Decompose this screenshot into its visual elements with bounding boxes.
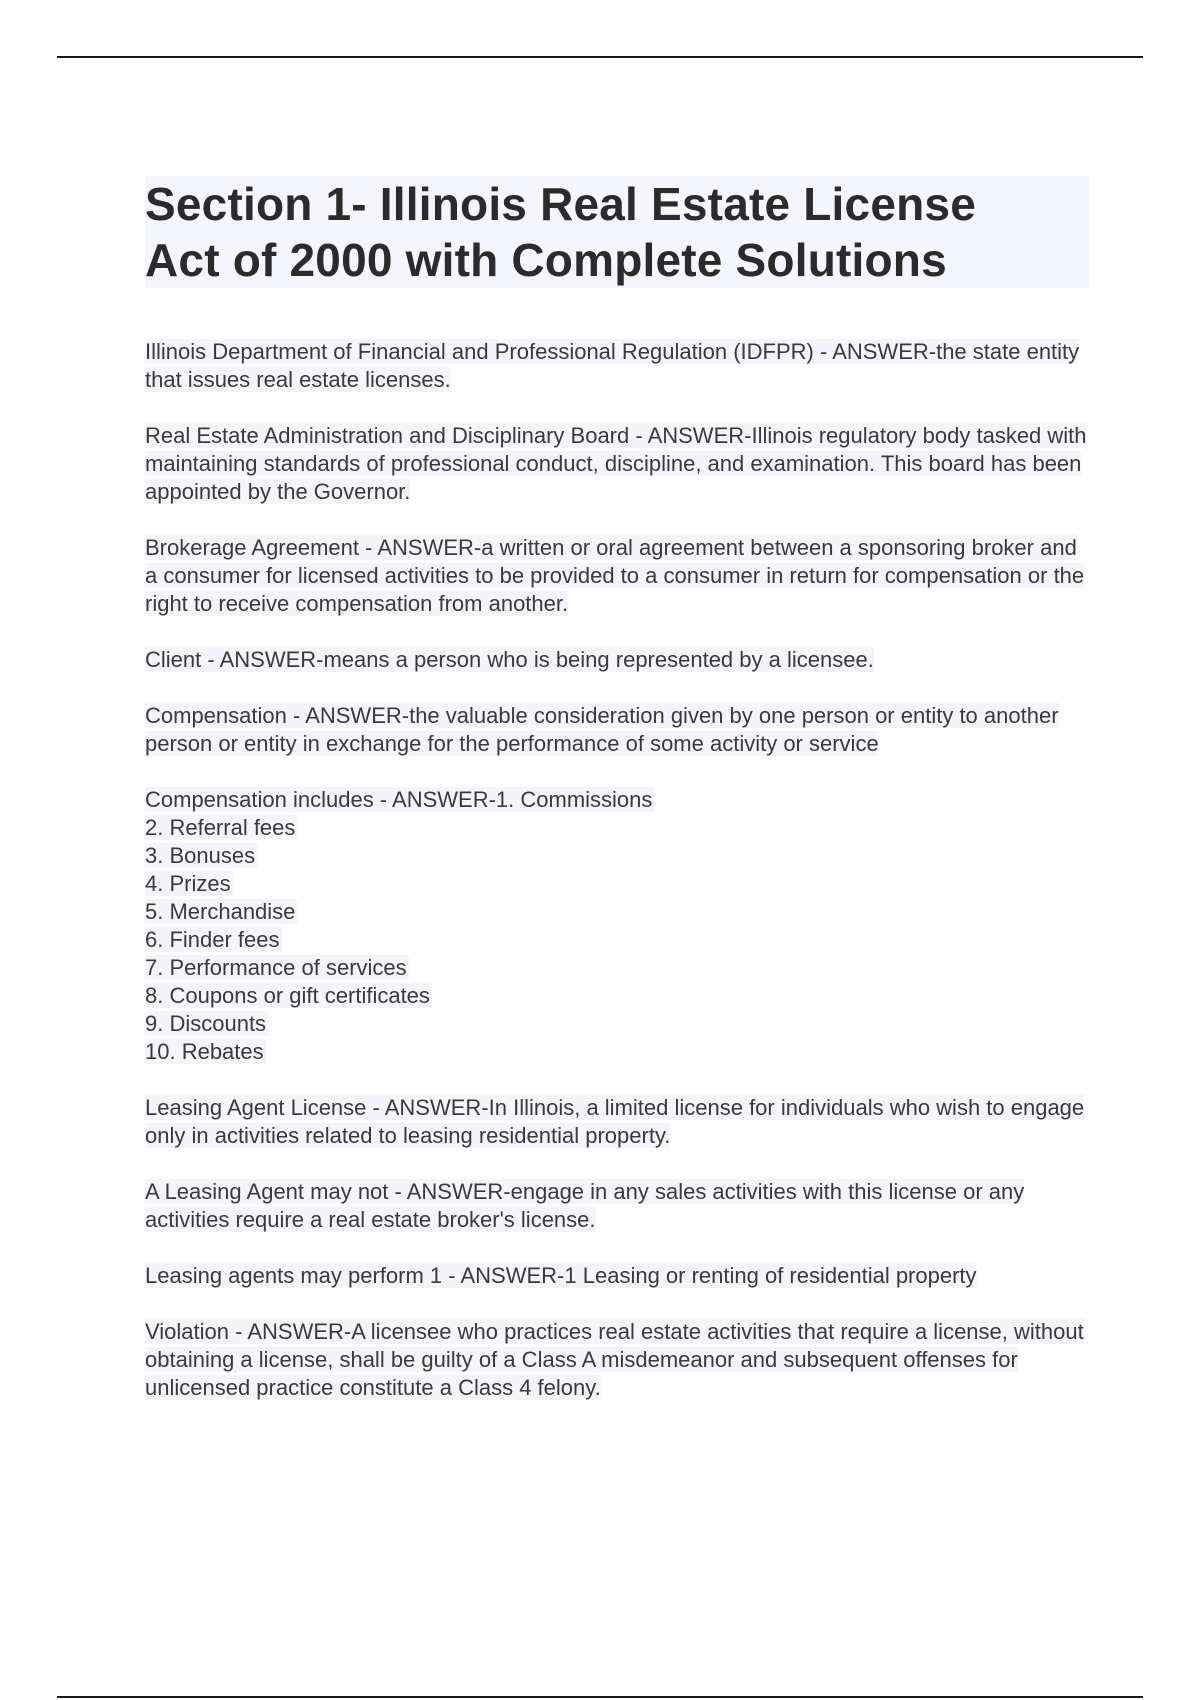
qa-entry	[145, 1262, 1090, 1290]
qa-text: Illinois Department of Financial and Professional Regulation (IDFPR) - ANSWER-the state entity that issues real estate licenses.	[145, 339, 1080, 392]
list-item: 2. Referral fees	[145, 815, 296, 840]
top-divider	[57, 56, 1143, 58]
qa-text: Leasing Agent License - ANSWER-In Illinois, a limited license for individuals who wish to engage only in activities related to leasing residential property.	[145, 1095, 1085, 1148]
list-item: 9. Discounts	[145, 1011, 267, 1036]
list-item: 7. Performance of services	[145, 955, 407, 980]
qa-text: Real Estate Administration and Disciplinary Board - ANSWER-Illinois regulatory body tasked with maintaining standards of professional conduct, discipline, and examination. This board has been appointed by the Governor.	[145, 423, 1087, 504]
list-item: 5. Merchandise	[145, 899, 296, 924]
list-item: 10. Rebates	[145, 1039, 264, 1064]
qa-entry	[145, 422, 1090, 506]
qa-entry	[145, 338, 1090, 394]
list-item: 8. Coupons or gift certificates	[145, 983, 430, 1008]
title-line-2: Act of 2000 with Complete Solutions	[145, 233, 947, 286]
list-item: 6. Finder fees	[145, 927, 280, 952]
qa-entry	[145, 534, 1090, 618]
qa-text: Leasing agents may perform 1 - ANSWER-1 Leasing or renting of residential property	[145, 1263, 977, 1288]
document-title	[145, 176, 1090, 288]
qa-text: A Leasing Agent may not - ANSWER-engage in any sales activities with this license or any activities require a real estate broker's license.	[145, 1179, 1025, 1232]
list-item: 4. Prizes	[145, 871, 231, 896]
list-item: 3. Bonuses	[145, 843, 256, 868]
qa-entry	[145, 1318, 1090, 1402]
compensation-list	[145, 786, 1090, 1066]
document-body	[145, 338, 1090, 1430]
bottom-divider	[57, 1696, 1143, 1698]
qa-text: Violation - ANSWER-A licensee who practices real estate activities that require a license, without obtaining a license, shall be guilty of a Class A misdemeanor and subsequent offenses for unlicensed practice constitute a Class 4 felony.	[145, 1319, 1084, 1400]
qa-text: Client - ANSWER-means a person who is being represented by a licensee.	[145, 647, 874, 672]
qa-text: Compensation - ANSWER-the valuable consideration given by one person or entity to another person or entity in exchange for the performance of some activity or service	[145, 703, 1059, 756]
qa-entry	[145, 1178, 1090, 1234]
qa-entry	[145, 1094, 1090, 1150]
qa-entry	[145, 702, 1090, 758]
title-line-1: Section 1- Illinois Real Estate License	[145, 177, 976, 230]
list-item: Compensation includes - ANSWER-1. Commissions	[145, 787, 653, 812]
qa-entry	[145, 646, 1090, 674]
qa-text: Brokerage Agreement - ANSWER-a written or oral agreement between a sponsoring broker and a consumer for licensed activities to be provided to a consumer in return for compensation or the right to receive compensation from another.	[145, 535, 1085, 616]
